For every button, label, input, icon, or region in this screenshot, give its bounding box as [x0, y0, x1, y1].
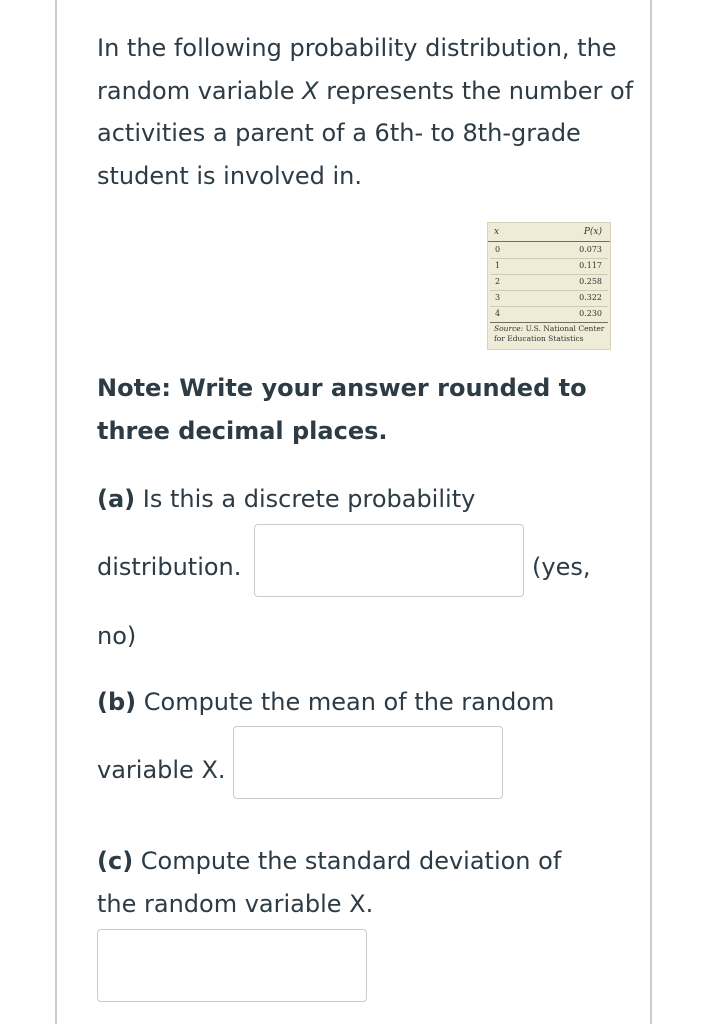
cell-p: 0.258: [579, 277, 602, 286]
part-b-answer-input[interactable]: [233, 726, 503, 799]
part-a-answer-input[interactable]: [254, 524, 524, 597]
table-row: [490, 306, 608, 323]
rounding-note: Note: Write your answer rounded to three decimal places.: [97, 374, 587, 445]
part-b-label: variable X.: [97, 756, 226, 784]
part-c-answer-input[interactable]: [97, 929, 367, 1002]
part-a-hint-2: no): [97, 622, 137, 650]
cell-p: 0.117: [579, 261, 602, 270]
part-a-text: Is this a discrete probability: [135, 485, 476, 513]
part-c-tag: (c): [97, 847, 134, 875]
header-p: P(x): [583, 227, 602, 237]
part-c-question: [97, 840, 561, 883]
header-x: x: [494, 227, 500, 237]
part-a-label: distribution.: [97, 553, 242, 581]
table-row: [490, 242, 608, 259]
cell-p: 0.322: [579, 293, 602, 302]
part-c-text: Compute the standard deviation of: [133, 847, 562, 875]
intro-text-2: represents the number of activities a parent of a 6th- to 8th-grade student is involved in.: [97, 76, 634, 190]
table-header: [488, 223, 610, 242]
table-row: [490, 258, 608, 275]
cell-x: 4: [495, 309, 501, 318]
cell-x: 0: [495, 245, 501, 254]
source-text: U.S. National Center for Education Statistics: [494, 324, 605, 343]
part-a-hint-1: (yes,: [532, 553, 591, 581]
intro-variable: X: [302, 76, 319, 105]
cell-p: 0.073: [579, 245, 602, 254]
part-a-tag: (a): [97, 485, 136, 513]
table-row: [490, 274, 608, 291]
table-source: [494, 324, 608, 344]
part-b-text: Compute the mean of the random: [136, 688, 555, 716]
intro-text-1: In the following probability distribution, the random variable: [97, 34, 617, 105]
probability-table-image: [487, 222, 611, 350]
cell-x: 2: [495, 277, 501, 286]
left-border: [55, 0, 57, 1024]
cell-x: 1: [495, 261, 501, 270]
part-c-label: the random variable X.: [97, 890, 374, 918]
source-label: Source:: [494, 324, 524, 333]
table-row: [490, 290, 608, 307]
part-a-question: [97, 478, 475, 521]
cell-x: 3: [495, 293, 501, 302]
question-intro: [97, 27, 637, 197]
right-border: [650, 0, 652, 1024]
part-b-tag: (b): [97, 688, 137, 716]
cell-p: 0.230: [579, 309, 602, 318]
part-b-question: [97, 681, 554, 724]
